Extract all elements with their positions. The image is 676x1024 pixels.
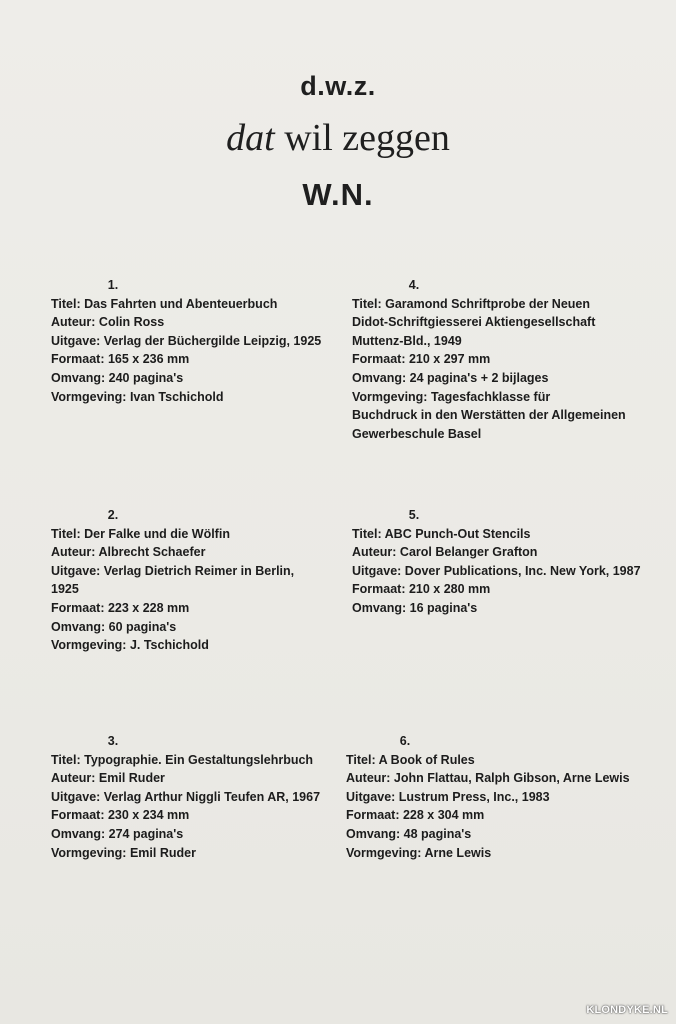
entry-publisher: Uitgave: Verlag der Büchergilde Leipzig, 1925 — [51, 333, 322, 348]
entry-design: Vormgeving: Arne Lewis — [346, 845, 492, 860]
entry-design: Vormgeving: Tagesfachklasse für — [352, 389, 551, 404]
heading-phrase-rest: wil zeggen — [274, 117, 450, 159]
entry-format: Formaat: 228 x 304 mm — [346, 808, 485, 823]
entry-format: Formaat: 230 x 234 mm — [51, 808, 190, 823]
entry-design-cont: Gewerbeschule Basel — [352, 426, 482, 441]
entry-title: Titel: Der Falke und die Wölfin — [51, 526, 230, 541]
entry-number: 5. — [408, 508, 420, 522]
entry-publisher-cont: 1925 — [51, 582, 79, 597]
entry-publisher: Uitgave: Dover Publications, Inc. New York, 1987 — [352, 563, 641, 578]
entry-number: 3. — [107, 734, 119, 748]
entry-number: 2. — [107, 508, 119, 522]
heading-initials: W.N. — [302, 177, 374, 212]
book-entry-1 — [51, 276, 321, 406]
entry-design-cont: Buchdruck in den Werstätten der Allgemeinen — [352, 408, 626, 423]
entry-pages: Omvang: 24 pagina's + 2 bijlages — [352, 370, 549, 385]
entry-title: Titel: A Book of Rules — [346, 752, 475, 767]
entry-format: Formaat: 223 x 228 mm — [51, 600, 190, 615]
entry-format: Formaat: 210 x 297 mm — [352, 352, 491, 367]
entry-design: Vormgeving: J. Tschichold — [51, 638, 209, 653]
watermark-logo: KLONDYKE.NL — [586, 1004, 668, 1016]
entry-publisher: Muttenz-Bld., 1949 — [352, 333, 462, 348]
entry-title: Titel: Das Fahrten und Abenteuerbuch — [51, 296, 278, 311]
entry-design: Vormgeving: Emil Ruder — [51, 845, 196, 860]
book-entry-5 — [352, 506, 641, 618]
entry-title-cont: Didot-Schriftgiesserei Aktiengesellschaft — [352, 315, 596, 330]
entry-author: Auteur: Carol Belanger Grafton — [352, 545, 538, 560]
entry-pages: Omvang: 16 pagina's — [352, 600, 478, 615]
entry-author: Auteur: Albrecht Schaefer — [51, 545, 206, 560]
book-entry-4 — [352, 276, 626, 443]
entry-publisher: Uitgave: Verlag Dietrich Reimer in Berlin, — [51, 563, 295, 578]
entry-format: Formaat: 210 x 280 mm — [352, 582, 491, 597]
book-entry-6 — [346, 732, 630, 862]
heading-phrase-italic: dat — [226, 117, 275, 159]
entry-pages: Omvang: 240 pagina's — [51, 370, 184, 385]
heading-phrase — [0, 115, 676, 161]
entry-design: Vormgeving: Ivan Tschichold — [51, 389, 224, 404]
entry-number: 4. — [408, 278, 420, 292]
heading-abbreviation: d.w.z. — [300, 71, 376, 101]
entry-author: Auteur: John Flattau, Ralph Gibson, Arne Lewis — [346, 771, 630, 786]
entry-publisher: Uitgave: Lustrum Press, Inc., 1983 — [346, 789, 550, 804]
entry-title: Titel: Garamond Schriftprobe der Neuen — [352, 296, 591, 311]
book-entry-2 — [51, 506, 294, 655]
entry-pages: Omvang: 48 pagina's — [346, 826, 472, 841]
entry-format: Formaat: 165 x 236 mm — [51, 352, 190, 367]
entry-author: Auteur: Emil Ruder — [51, 771, 165, 786]
entry-title: Titel: Typographie. Ein Gestaltungslehrbuch — [51, 752, 314, 767]
entry-publisher: Uitgave: Verlag Arthur Niggli Teufen AR, 1967 — [51, 789, 321, 804]
entry-pages: Omvang: 60 pagina's — [51, 619, 177, 634]
entry-number: 6. — [399, 734, 411, 748]
book-entry-3 — [51, 732, 320, 862]
entry-pages: Omvang: 274 pagina's — [51, 826, 184, 841]
entry-number: 1. — [107, 278, 119, 292]
entry-title: Titel: ABC Punch-Out Stencils — [352, 526, 531, 541]
entry-author: Auteur: Colin Ross — [51, 315, 165, 330]
